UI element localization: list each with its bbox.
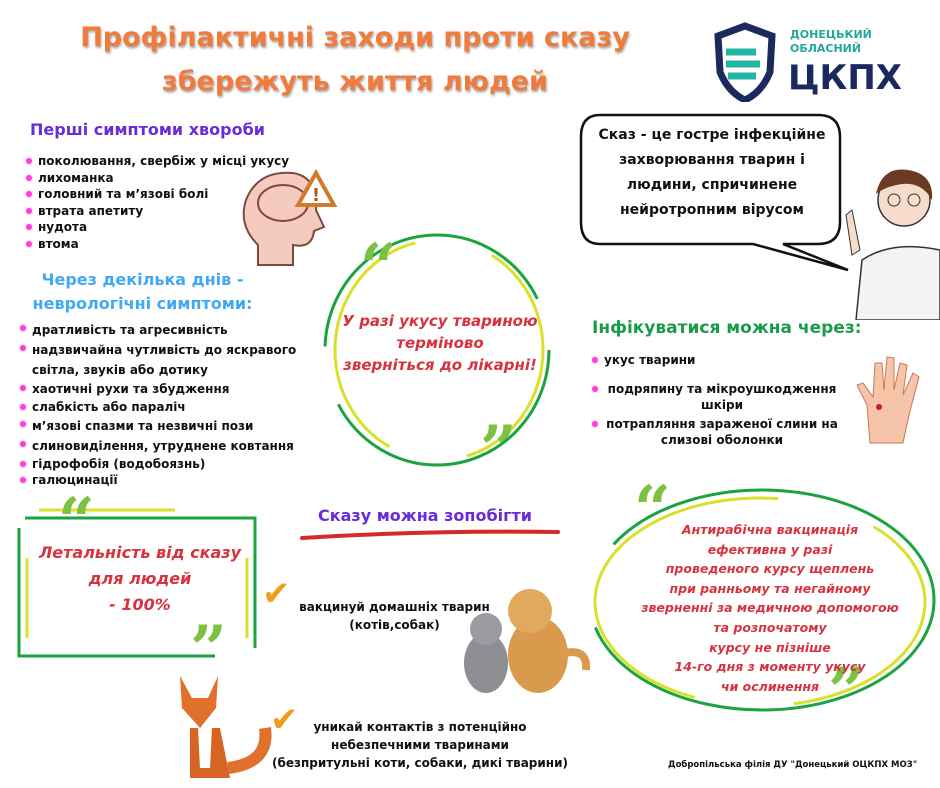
tip2-line-2: небезпечними тваринами <box>331 738 509 752</box>
list-item: слиновиділення, утруднене ковтання <box>18 436 318 456</box>
checkmark-icon: ✔ <box>262 574 291 614</box>
lethality-line-1: Летальність від сказу <box>39 543 241 562</box>
vaccination-text <box>625 520 915 696</box>
vaccination-line: Антирабічна вакцинація <box>681 522 859 537</box>
vaccination-line: при ранньому та негайному <box>669 580 871 596</box>
neuro-heading-line-1: Через декілька днів - <box>41 270 244 289</box>
svg-text:!: ! <box>311 185 321 206</box>
list-item: гідрофобія (водобоязнь) <box>18 456 318 473</box>
list-item: галюцинації <box>18 472 318 489</box>
logo <box>712 22 903 102</box>
list-item: укус тварини <box>590 352 840 369</box>
close-quote-icon: ” <box>828 654 865 729</box>
first-symptoms-heading: Перші симптоми хвороби <box>30 120 265 139</box>
vaccination-line: ефективна у разі <box>707 541 833 557</box>
open-quote-icon: “ <box>58 484 95 559</box>
list-item: дратливість та агресивність <box>18 320 318 340</box>
list-item: нудота <box>24 219 304 236</box>
vaccination-line: чи ослинення <box>720 678 820 694</box>
doctor-illustration <box>842 160 940 320</box>
close-quote-icon: ” <box>480 412 517 487</box>
open-quote-icon: “ <box>360 230 397 305</box>
list-item: втома <box>24 236 304 253</box>
infection-heading: Інфікуватися можна через: <box>592 318 862 338</box>
vaccination-line: курсу не пізніше <box>709 639 831 655</box>
center-quote-line-3: зверніться до лікарні! <box>343 356 537 374</box>
vaccination-line: 14-го дня з моменту укусу <box>674 659 866 675</box>
neuro-heading-line-2: неврологічні симптоми: <box>32 294 253 313</box>
prevention-heading: Сказу можна зопобігти <box>318 506 532 525</box>
list-item: м’язові спазми та незвичні пози <box>18 416 318 436</box>
hand-wound-icon <box>855 355 925 445</box>
list-item: головний та м’язові болі <box>24 186 304 203</box>
footer-text: Добропільська філія ДУ "Донецький ОЦКПХ МОЗ" <box>668 760 918 770</box>
list-item: потрапляння зараженої слини на слизові оболонки <box>590 416 840 449</box>
title-line-2: збережуть життя людей <box>162 66 548 97</box>
logo-abbr: ЦКПХ <box>788 58 903 98</box>
list-item: подряпину та мікроушкодження шкіри <box>590 381 840 414</box>
lethality-line-3: - 100% <box>109 595 171 614</box>
cat-and-dog-illustration <box>458 585 593 700</box>
tip2-line-3: (безпритульні коти, собаки, дикі тварини) <box>272 756 568 770</box>
fox-illustration <box>160 668 272 783</box>
list-item: втрата апетиту <box>24 203 304 220</box>
vaccination-line: та розпочатому <box>713 619 827 635</box>
center-quote-line-2: терміново <box>396 334 484 352</box>
infection-list <box>590 352 840 449</box>
open-quote-icon: “ <box>634 472 671 547</box>
vaccination-line: проведеного курсу щеплень <box>665 561 875 577</box>
logo-line-2: ОБЛАСНИЙ <box>790 42 862 55</box>
title-line-1: Профілактичні заходи проти сказу <box>80 22 630 53</box>
list-item: поколювання, свербіж у місці укусу <box>24 153 304 170</box>
close-quote-icon: ” <box>190 612 227 687</box>
list-item: хаотичні рухи та збудження <box>18 380 318 399</box>
list-item: лихоманка <box>24 170 304 187</box>
rabies-definition: Сказ - це гостре інфекційне захворювання тварин і людини, спричинене нейротропним вірусом <box>598 127 826 218</box>
center-quote-line-1: У разі укусу твариною <box>342 312 538 330</box>
neuro-symptoms-list <box>18 320 318 489</box>
tip2-line-1: уникай контактів з потенційно <box>313 720 527 734</box>
tip1-line-1: вакцинуй домашніх тварин <box>299 600 490 614</box>
red-underline <box>300 528 560 542</box>
vaccination-line: зверненні за медичною допомогою <box>641 600 899 616</box>
list-item: слабкість або параліч <box>18 399 318 416</box>
shield-icon <box>712 22 778 102</box>
list-item: надзвичайна чутливість до яскравого світла, звуків або дотику <box>18 340 318 380</box>
checkmark-icon: ✔ <box>270 700 299 740</box>
lethality-line-2: для людей <box>88 569 192 588</box>
tip1-line-2: (котів,собак) <box>349 618 440 632</box>
logo-line-1: ДОНЕЦЬКИЙ <box>790 28 872 41</box>
